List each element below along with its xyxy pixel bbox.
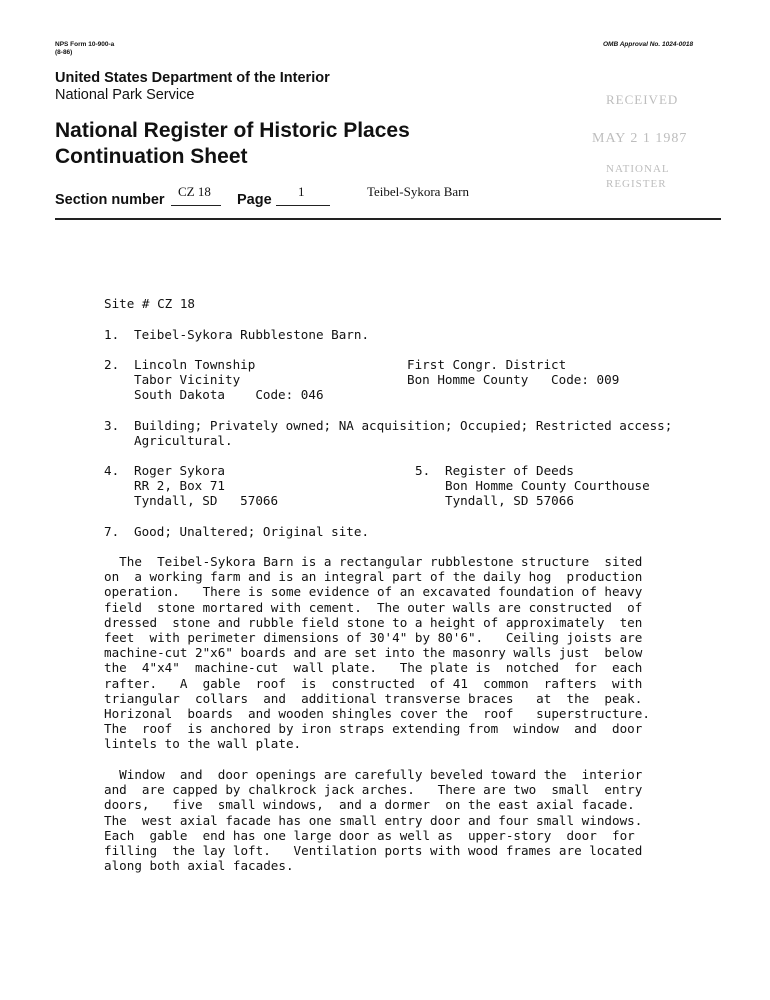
paragraph-line: Each gable end has one large door as well as upper-story door for: [104, 827, 635, 843]
site-number: Site # CZ 18: [104, 296, 195, 311]
item-2-left-block: [134, 357, 324, 403]
paragraph-line: and are capped by chalkrock jack arches. There are two small entry: [104, 782, 643, 798]
item-3-line: Building; Privately owned; NA acquisition; Occupied; Restricted access;: [134, 418, 673, 433]
paragraph-line: the 4"x4" machine-cut wall plate. The plate is notched for each: [104, 660, 643, 676]
stamp-date: MAY 2 1 1987: [592, 131, 688, 146]
item-1-number: 1.: [104, 327, 120, 342]
item-5-line: Bon Homme County Courthouse: [445, 478, 650, 494]
department-name: United States Department of the Interior: [55, 70, 330, 86]
item-5-number: 5.: [415, 463, 431, 478]
item-3-number: 3.: [104, 418, 120, 433]
form-subtitle: Continuation Sheet: [55, 145, 248, 168]
paragraph-line: rafter. A gable roof is constructed of 41 common rafters with: [104, 675, 643, 691]
item-2-number: 2.: [104, 357, 120, 372]
item-5-line: Tyndall, SD 57066: [445, 493, 574, 509]
item-4-block: [134, 463, 278, 509]
paragraph-line: The Teibel-Sykora Barn is a rectangular rubblestone structure sited: [104, 554, 643, 569]
item-3-line: Agricultural.: [134, 433, 233, 449]
item-2-left-line: Tabor Vicinity: [134, 372, 241, 388]
paragraph-line: The west axial facade has one small entry door and four small windows.: [104, 812, 643, 828]
form-title: National Register of Historic Places: [55, 119, 410, 142]
paragraph-line: Window and door openings are carefully beveled toward the interior: [104, 767, 643, 782]
item-3-block: [134, 418, 672, 448]
property-name: Teibel-Sykora Barn: [367, 184, 469, 199]
item-5-block: [445, 463, 650, 509]
paragraph-line: feet with perimeter dimensions of 30'4" by 80'6". Ceiling joists are: [104, 630, 643, 646]
item-1-text: Teibel-Sykora Rubblestone Barn.: [134, 327, 370, 342]
page-line: [276, 205, 330, 206]
item-2-right-line: First Congr. District: [407, 357, 567, 372]
paragraph-line: lintels to the wall plate.: [104, 736, 302, 752]
item-5-line: Register of Deeds: [445, 463, 574, 478]
paragraph-line: The roof is anchored by iron straps extending from window and door: [104, 721, 643, 737]
paragraph-line: filling the lay loft. Ventilation ports with wood frames are located: [104, 843, 643, 859]
paragraph-line: triangular collars and additional transverse braces at the peak.: [104, 690, 643, 706]
section-number-label: Section number: [55, 192, 165, 208]
description-paragraph-2: [104, 767, 642, 873]
paragraph-line: doors, five small windows, and a dormer on the east axial facade.: [104, 797, 635, 813]
section-number-value: CZ 18: [178, 184, 211, 199]
item-7-number: 7.: [104, 524, 120, 539]
paragraph-line: on a working farm and is an integral part of the daily hog production: [104, 569, 643, 585]
item-2-right-block: [407, 357, 619, 387]
received-stamp: RECEIVED: [606, 92, 679, 107]
item-4-line: Tyndall, SD 57066: [134, 493, 279, 509]
item-4-line: RR 2, Box 71: [134, 478, 225, 494]
stamp-national: NATIONAL: [606, 163, 670, 175]
form-date: (8-86): [55, 49, 73, 56]
item-2-right-line: Bon Homme County Code: 009: [407, 372, 620, 388]
page-label: Page: [237, 192, 272, 208]
paragraph-line: along both axial facades.: [104, 858, 294, 874]
item-2-left-line: Lincoln Township: [134, 357, 256, 372]
paragraph-line: dressed stone and rubble field stone to a height of approximately ten: [104, 614, 643, 630]
form-number: NPS Form 10-900-a: [55, 41, 115, 48]
item-7-text: Good; Unaltered; Original site.: [134, 524, 370, 539]
paragraph-line: operation. There is some evidence of an excavated foundation of heavy: [104, 584, 643, 600]
header-rule: [55, 218, 721, 220]
section-number-line: [171, 205, 221, 206]
omb-approval: OMB Approval No. 1024-0018: [603, 41, 694, 48]
paragraph-line: field stone mortared with cement. The outer walls are constructed of: [104, 599, 643, 615]
paragraph-line: machine-cut 2"x6" boards and are set into the masonry walls just below: [104, 645, 643, 661]
stamp-register: REGISTER: [606, 178, 667, 190]
service-name: National Park Service: [55, 87, 195, 103]
description-paragraph-1: [104, 554, 650, 752]
item-4-number: 4.: [104, 463, 120, 478]
page-value: 1: [298, 184, 305, 199]
item-2-left-line: South Dakota Code: 046: [134, 387, 324, 403]
paragraph-line: Horizonal boards and wooden shingles cover the roof superstructure.: [104, 706, 650, 722]
item-4-line: Roger Sykora: [134, 463, 225, 478]
